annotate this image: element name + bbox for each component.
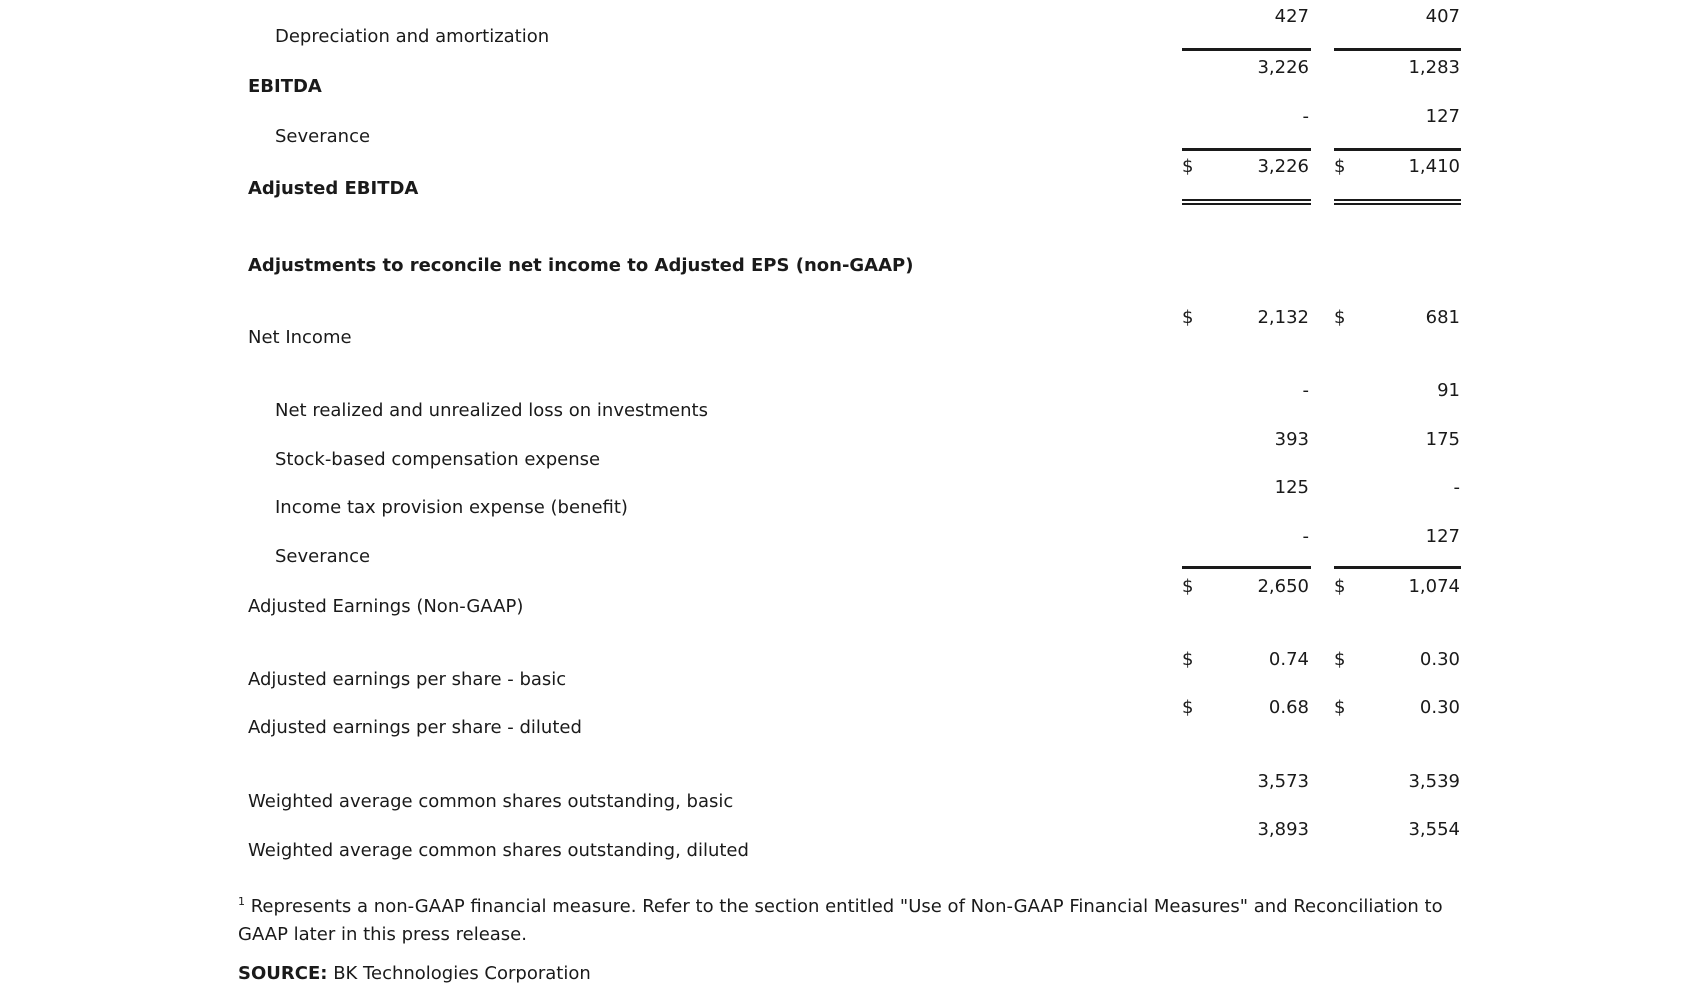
loss-inv-value-col1: -: [1302, 380, 1309, 401]
subtotal-rule: [1182, 566, 1311, 569]
adj-earn-label: Adjusted Earnings (Non-GAAP): [248, 596, 524, 617]
loss-inv-label: Net realized and unrealized loss on investments: [275, 400, 708, 421]
subtotal-rule: [1334, 566, 1461, 569]
adj-earn-value-col1: 2,650: [1257, 576, 1309, 597]
eps-basic-currency-col2: $: [1334, 649, 1346, 670]
stock-comp-value-col1: 393: [1274, 429, 1309, 450]
total-double-rule: [1182, 199, 1311, 205]
eps-basic-currency-col1: $: [1182, 649, 1194, 670]
source-line: [238, 963, 591, 984]
subtotal-rule: [1182, 148, 1311, 151]
sev2-value-col1: -: [1302, 526, 1309, 547]
eps-basic-value-col1: 0.74: [1268, 649, 1309, 670]
shares-diluted-value-col2: 3,554: [1408, 819, 1460, 840]
stock-comp-value-col2: 175: [1425, 429, 1460, 450]
adj-earn-currency-col2: $: [1334, 576, 1346, 597]
adj-ebitda-currency-col2: $: [1334, 156, 1346, 177]
eps-basic-label: Adjusted earnings per share - basic: [248, 669, 567, 690]
footnote: [238, 888, 1468, 949]
net-income-label: Net Income: [248, 327, 352, 348]
shares-diluted-label: Weighted average common shares outstanding, diluted: [248, 840, 749, 861]
eps-diluted-currency-col2: $: [1334, 697, 1346, 718]
eps-diluted-currency-col1: $: [1182, 697, 1194, 718]
source-value: BK Technologies Corporation: [333, 963, 591, 984]
net-income-value-col2: 681: [1425, 307, 1460, 328]
net-income-currency-col2: $: [1334, 307, 1346, 328]
eps-diluted-value-col1: 0.68: [1268, 697, 1309, 718]
eps-basic-value-col2: 0.30: [1419, 649, 1460, 670]
sev1-label: Severance: [275, 126, 371, 147]
subtotal-rule: [1182, 48, 1311, 51]
shares-basic-label: Weighted average common shares outstanding, basic: [248, 791, 734, 812]
dep-label: Depreciation and amortization: [275, 26, 550, 47]
adj-ebitda-currency-col1: $: [1182, 156, 1194, 177]
sev1-value-col2: 127: [1425, 106, 1460, 127]
sev2-value-col2: 127: [1425, 526, 1460, 547]
ebitda-label: EBITDA: [248, 76, 322, 97]
footnote-text: Represents a non-GAAP financial measure. Refer to the section entitled "Use of Non-GAAP Financial Measures" and Reconciliation to GAAP later in this press release.: [238, 896, 1443, 945]
section-heading: Adjustments to reconcile net income to Adjusted EPS (non-GAAP): [248, 255, 914, 276]
adj-ebitda-value-col1: 3,226: [1257, 156, 1309, 177]
adj-earn-currency-col1: $: [1182, 576, 1194, 597]
dep-value-col1: 427: [1274, 6, 1309, 27]
shares-diluted-value-col1: 3,893: [1257, 819, 1309, 840]
tax-label: Income tax provision expense (benefit): [275, 497, 628, 518]
source-label: SOURCE:: [238, 963, 328, 984]
ebitda-value-col1: 3,226: [1257, 57, 1309, 78]
tax-value-col1: 125: [1274, 477, 1309, 498]
net-income-currency-col1: $: [1182, 307, 1194, 328]
shares-basic-value-col2: 3,539: [1408, 771, 1460, 792]
dep-value-col2: 407: [1425, 6, 1460, 27]
eps-diluted-value-col2: 0.30: [1419, 697, 1460, 718]
subtotal-rule: [1334, 148, 1461, 151]
stock-comp-label: Stock-based compensation expense: [275, 449, 601, 470]
adj-earn-value-col2: 1,074: [1408, 576, 1460, 597]
shares-basic-value-col1: 3,573: [1257, 771, 1309, 792]
adj-ebitda-value-col2: 1,410: [1408, 156, 1460, 177]
tax-value-col2: -: [1453, 477, 1460, 498]
loss-inv-value-col2: 91: [1437, 380, 1460, 401]
footnote-marker: 1: [238, 895, 245, 908]
net-income-value-col1: 2,132: [1257, 307, 1309, 328]
sev2-label: Severance: [275, 546, 371, 567]
sev1-value-col1: -: [1302, 106, 1309, 127]
eps-diluted-label: Adjusted earnings per share - diluted: [248, 717, 582, 738]
total-double-rule: [1334, 199, 1461, 205]
subtotal-rule: [1334, 48, 1461, 51]
ebitda-value-col2: 1,283: [1408, 57, 1460, 78]
adj-ebitda-label: Adjusted EBITDA: [248, 178, 419, 199]
